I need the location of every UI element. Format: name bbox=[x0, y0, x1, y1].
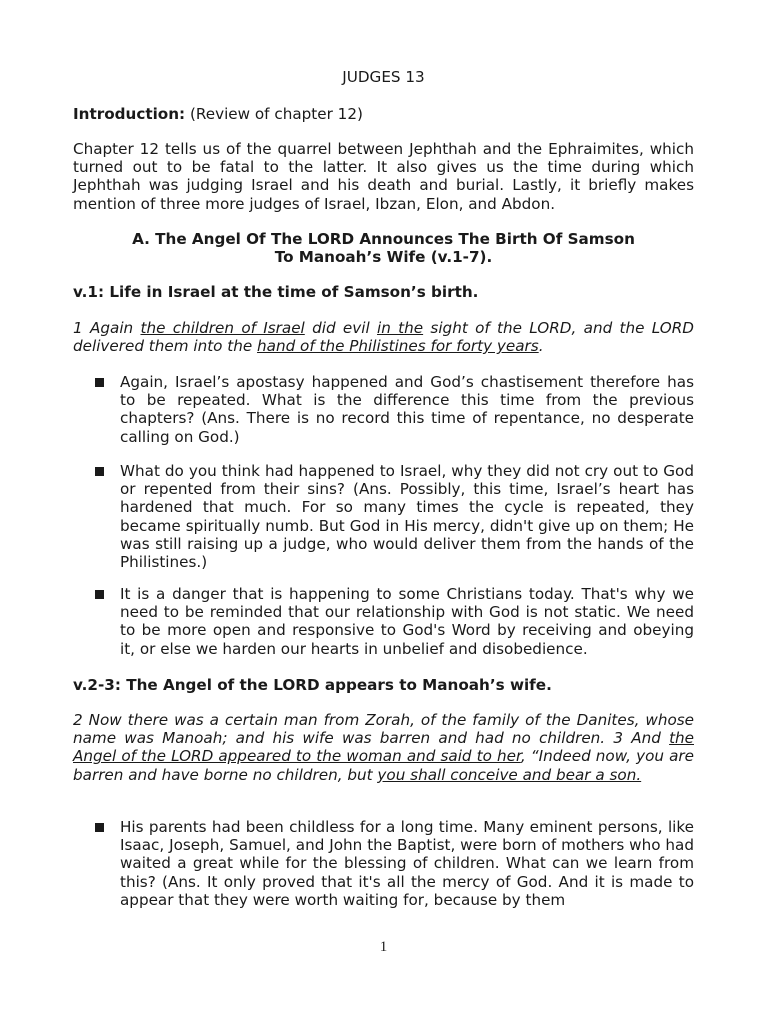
page-title: JUDGES 13 bbox=[342, 68, 425, 86]
intro-label: Introduction: bbox=[73, 105, 186, 123]
verse-text: . bbox=[538, 337, 544, 356]
v2-3-verse bbox=[73, 711, 694, 784]
verse-underlined: hand of the Philistines for forty years bbox=[257, 337, 539, 356]
verse-underlined: in the bbox=[377, 319, 424, 337]
bullet-text: His parents had been childless for a long time. Many eminent persons, like Isaac, Joseph, Samuel, and John the Baptist, were born of mothers who had waited a great while for the blessing of children. What can we learn from this? (Ans. It only proved that it's all the mercy of God. And it is made to appear that they were worth waiting for, because by them bbox=[120, 818, 694, 909]
verse-text: 1 Again bbox=[73, 319, 141, 337]
verse-underlined: the children of Israel bbox=[140, 319, 305, 337]
square-bullet-icon bbox=[95, 590, 104, 599]
verse-text: did evil bbox=[304, 319, 378, 337]
square-bullet-icon bbox=[95, 467, 104, 476]
verse-underlined: the Angel of the LORD appeared to the woman and said to her bbox=[73, 729, 694, 766]
bullet-text: Again, Israel’s apostasy happened and God’s chastisement therefore has to be repeated. What is the difference this time from the previous chapters? (Ans. There is no record this time of repentance, no desperate calling on God.) bbox=[120, 373, 694, 446]
verse-text: sight of the LORD, and the LORD delivered them into the bbox=[73, 319, 694, 356]
intro-heading bbox=[73, 105, 694, 123]
section-a-line-2: To Manoah’s Wife (v.1-7). bbox=[274, 248, 493, 267]
verse-text: 2 Now there was a certain man from Zorah, of the family of the Danites, whose name was Manoah; and his wife was barren and had no children. 3 And bbox=[73, 711, 694, 748]
bullet-text: What do you think had happened to Israel, why they did not cry out to God or repented from their sins? (Ans. Possibly, this time, Israel’s heart has hardened that much. For so many times the cycle is repeated, they became spiritually numb. But God in His mercy, didn't give up on them; He was still raising up a judge, who would deliver them from the hands of the Philistines.) bbox=[120, 462, 694, 572]
verse-underlined: you shall conceive and bear a son. bbox=[377, 765, 642, 784]
square-bullet-icon bbox=[95, 823, 104, 832]
bullet-text: It is a danger that is happening to some Christians today. That's why we need to be reminded that our relationship with God is not static. We need to be more open and responsive to God's Word by receiving and obeying it, or else we harden our hearts in unbelief and disobedience. bbox=[120, 585, 694, 658]
square-bullet-icon bbox=[95, 378, 104, 387]
section-a-heading bbox=[73, 230, 694, 266]
v1-heading: v.1: Life in Israel at the time of Samson’s birth. bbox=[73, 283, 479, 301]
v2-3-heading: v.2-3: The Angel of the LORD appears to Manoah’s wife. bbox=[73, 676, 552, 694]
v1-verse bbox=[73, 319, 694, 355]
verse-text: , “Indeed now, you are barren and have borne no children, but bbox=[73, 747, 694, 784]
section-a-line-1: A. The Angel Of The LORD Announces The Birth Of Samson bbox=[132, 230, 635, 248]
intro-paragraph: Chapter 12 tells us of the quarrel between Jephthah and the Ephraimites, which turned out to be fatal to the latter. It also gives us the time during which Jephthah was judging Israel and his death and burial. Lastly, it briefly makes mention of three more judges of Israel, Ibzan, Elon, and Abdon. bbox=[73, 140, 694, 213]
intro-note: (Review of chapter 12) bbox=[185, 105, 363, 123]
document-page bbox=[73, 0, 694, 1024]
page-number: 1 bbox=[379, 939, 388, 955]
